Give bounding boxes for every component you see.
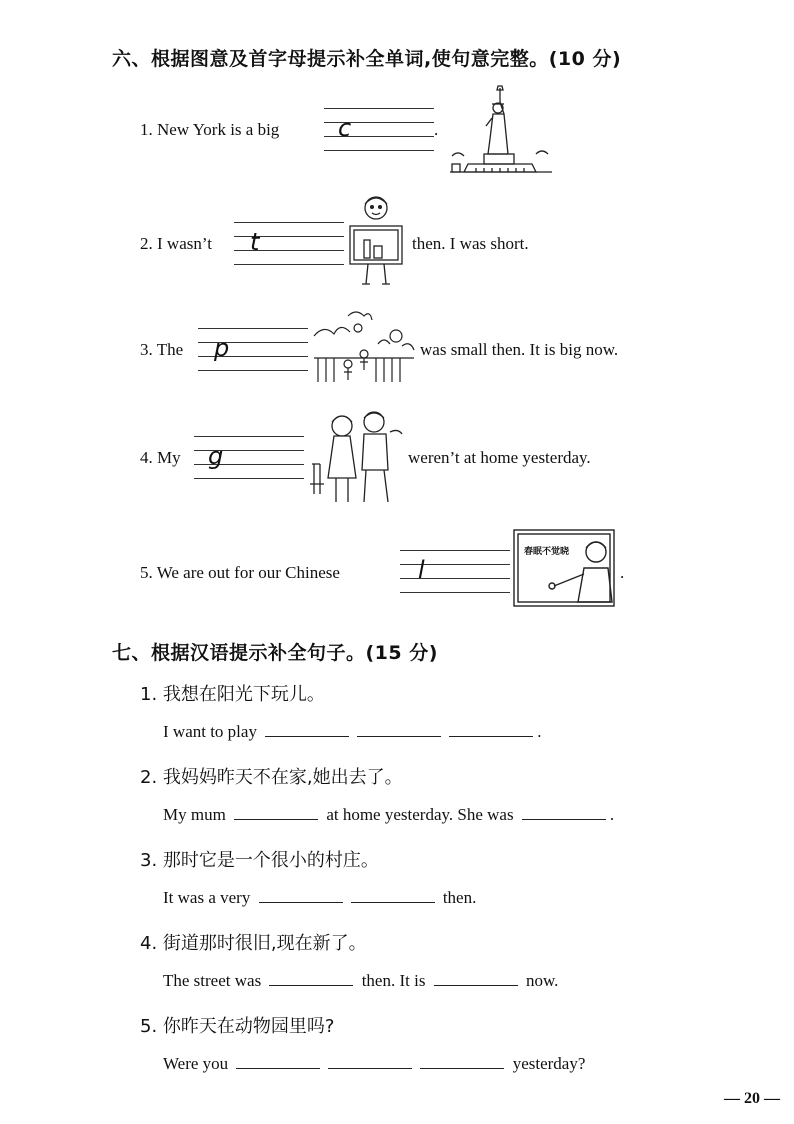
s7-item-1-blank-2[interactable] — [357, 722, 441, 737]
s7-item-1-chinese: 1. 我想在阳光下玩儿。 — [140, 684, 325, 705]
s6-item-3-hint: p — [214, 334, 230, 362]
s6-item-3-before: The — [156, 340, 184, 359]
s6-item-2-hint: t — [250, 228, 260, 256]
girl-with-picture-board — [344, 188, 408, 292]
s6-item-4-num: 4. — [140, 448, 153, 467]
s7-item-5-blank-2[interactable] — [328, 1054, 412, 1069]
board-text: 春眠不觉晓 — [524, 547, 570, 557]
s7-item-1-blank-1[interactable] — [265, 722, 349, 737]
s6-item-4-hint: g — [208, 442, 224, 470]
s7-item-3-chinese: 3. 那时它是一个很小的村庄。 — [140, 850, 379, 871]
page-number: — 20 — — [724, 1090, 780, 1107]
s6-item-1 — [140, 120, 279, 140]
chinese-lesson-picture — [512, 528, 616, 610]
s7-item-4-blank-1[interactable] — [269, 971, 353, 986]
s7-item-2-blank-1[interactable] — [234, 805, 318, 820]
s6-item-5-after: . — [620, 563, 625, 582]
s7-item-1-sentence: I want to play . — [163, 722, 542, 741]
s6-item-2-num: 2. — [140, 234, 153, 253]
grandparents-picture — [308, 404, 406, 508]
s7-item-3-blank-1[interactable] — [259, 888, 343, 903]
s6-item-5-before: We are out for our Chinese — [156, 563, 340, 582]
s6-item-4 — [140, 448, 181, 468]
s6-item-1-hint: c — [338, 114, 352, 142]
s6-item-5-num: 5. — [140, 563, 153, 582]
s7-item-4-blank-2[interactable] — [434, 971, 518, 986]
section-7-heading: 七、根据汉语提示补全句子。(15 分) — [112, 642, 438, 664]
s6-item-3-after: was small then. It is big now. — [420, 340, 619, 359]
s7-item-5-blank-3[interactable] — [420, 1054, 504, 1069]
s6-item-1-before: New York is a big — [157, 120, 280, 139]
s6-item-2 — [140, 234, 212, 254]
section-6-heading: 六、根据图意及首字母提示补全单词,使句意完整。(10 分) — [112, 48, 622, 70]
s6-item-2-before: I wasn’t — [157, 234, 212, 253]
s6-item-1-after: . — [434, 120, 439, 139]
s6-item-3 — [140, 340, 183, 360]
s7-item-5-blank-1[interactable] — [236, 1054, 320, 1069]
s6-item-4-after: weren’t at home yesterday. — [408, 448, 591, 467]
s6-item-4-before: My — [157, 448, 181, 467]
s7-item-2-chinese: 2. 我妈妈昨天不在家,她出去了。 — [140, 767, 403, 788]
s7-item-1-blank-3[interactable] — [449, 722, 533, 737]
s7-item-2-sentence: My mum at home yesterday. She was . — [163, 805, 615, 824]
s7-item-2-blank-2[interactable] — [522, 805, 606, 820]
s6-item-1-num: 1. — [140, 120, 153, 139]
s7-item-4-sentence: The street was then. It is now. — [163, 971, 559, 990]
s7-item-3-blank-2[interactable] — [351, 888, 435, 903]
park-picture — [310, 306, 416, 390]
s6-item-2-after: then. I was short. — [412, 234, 529, 253]
s7-item-5-sentence: Were you yesterday? — [163, 1054, 586, 1073]
s6-item-5-hint: l — [418, 556, 425, 584]
s7-item-3-sentence: It was a very then. — [163, 888, 477, 907]
s6-item-5 — [140, 563, 340, 583]
s7-item-4-chinese: 4. 街道那时很旧,现在新了。 — [140, 933, 367, 954]
statue-of-liberty-picture — [448, 84, 552, 176]
s6-item-3-num: 3. — [140, 340, 153, 359]
s7-item-5-chinese: 5. 你昨天在动物园里吗? — [140, 1016, 335, 1037]
